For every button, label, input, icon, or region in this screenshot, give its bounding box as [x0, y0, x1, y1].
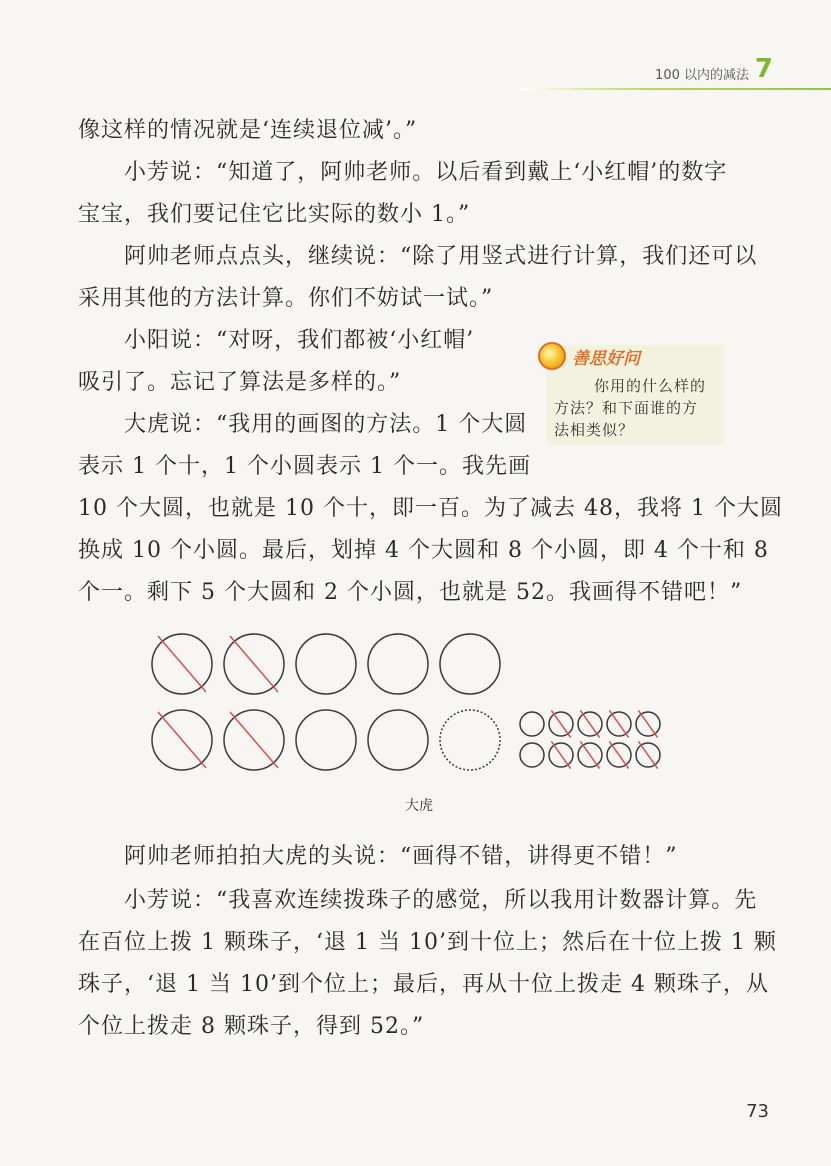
lightbulb-icon [538, 342, 566, 370]
think-question-box [546, 345, 724, 445]
text-line: 个一。剩下 5 个大圆和 2 个小圆，也就是 52。我画得不错吧！” [78, 580, 743, 605]
section-title: 100 以内的减法 [655, 68, 749, 83]
text-line: 阿帅老师点点头，继续说：“除了用竖式进行计算，我们还可以 [124, 244, 758, 269]
sidebox-title: 善思好问 [572, 348, 640, 369]
circle [296, 634, 356, 694]
circle [296, 710, 356, 770]
text-line: 宝宝，我们要记住它比实际的数小 1。” [78, 202, 471, 227]
circle-drawing [140, 620, 700, 790]
text-line: 珠子，‘退 1 当 10’到个位上；最后，再从十位上拨走 4 颗珠子，从 [78, 972, 769, 997]
big-circle-row [152, 710, 500, 770]
text-line: 像这样的情况就是‘连续退位减’。” [78, 118, 418, 143]
big-circle-row [152, 634, 500, 694]
text-line: 换成 10 个小圆。最后，划掉 4 个大圆和 8 个小圆，即 4 个十和 8 [78, 538, 769, 563]
text-line: 在百位上拨 1 颗珠子，‘退 1 当 10’到十位上；然后在十位上拨 1 颗 [78, 930, 777, 955]
circle [440, 710, 500, 770]
text-line: 10 个大圆，也就是 10 个十，即一百。为了减去 48，我将 1 个大圆 [78, 496, 783, 521]
sidebox-line: 方法？和下面谁的方 [554, 399, 699, 417]
text-line: 小阳说：“对呀，我们都被‘小红帽’ [124, 328, 475, 353]
text-line: 小芳说：“知道了，阿帅老师。以后看到戴上‘小红帽’的数字 [124, 160, 728, 185]
circle [520, 712, 544, 736]
page-header [0, 54, 831, 96]
sidebox-line: 法相类似？ [554, 421, 635, 439]
text-line: 小芳说：“我喜欢连续拨珠子的感觉，所以我用计数器计算。先 [124, 888, 758, 913]
text-line: 采用其他的方法计算。你们不妨试一试。” [78, 286, 494, 311]
text-line: 表示 1 个十，1 个小圆表示 1 个一。我先画 [78, 454, 531, 479]
drawing-caption: 大虎 [405, 798, 433, 814]
small-circle-grid [520, 710, 660, 768]
circle [440, 634, 500, 694]
text-line: 大虎说：“我用的画图的方法。1 个大圆 [124, 412, 528, 437]
chapter-number: 7 [754, 54, 773, 84]
sidebox-line: 你用的什么样的 [594, 377, 707, 395]
header-rule [520, 88, 831, 90]
text-line: 吸引了。忘记了算法是多样的。” [78, 370, 402, 395]
strike-line [230, 712, 278, 768]
strike-line [230, 636, 278, 692]
sidebox-body [554, 375, 722, 441]
circle [368, 710, 428, 770]
circle [520, 743, 544, 767]
strike-line [158, 712, 206, 768]
strike-line [158, 636, 206, 692]
circle [368, 634, 428, 694]
sidebox-title-row [538, 341, 640, 371]
page-number: 73 [746, 1101, 769, 1122]
text-line: 个位上拨走 8 颗珠子，得到 52。” [78, 1014, 425, 1039]
text-line: 阿帅老师拍拍大虎的头说：“画得不错，讲得更不错！” [124, 844, 678, 869]
